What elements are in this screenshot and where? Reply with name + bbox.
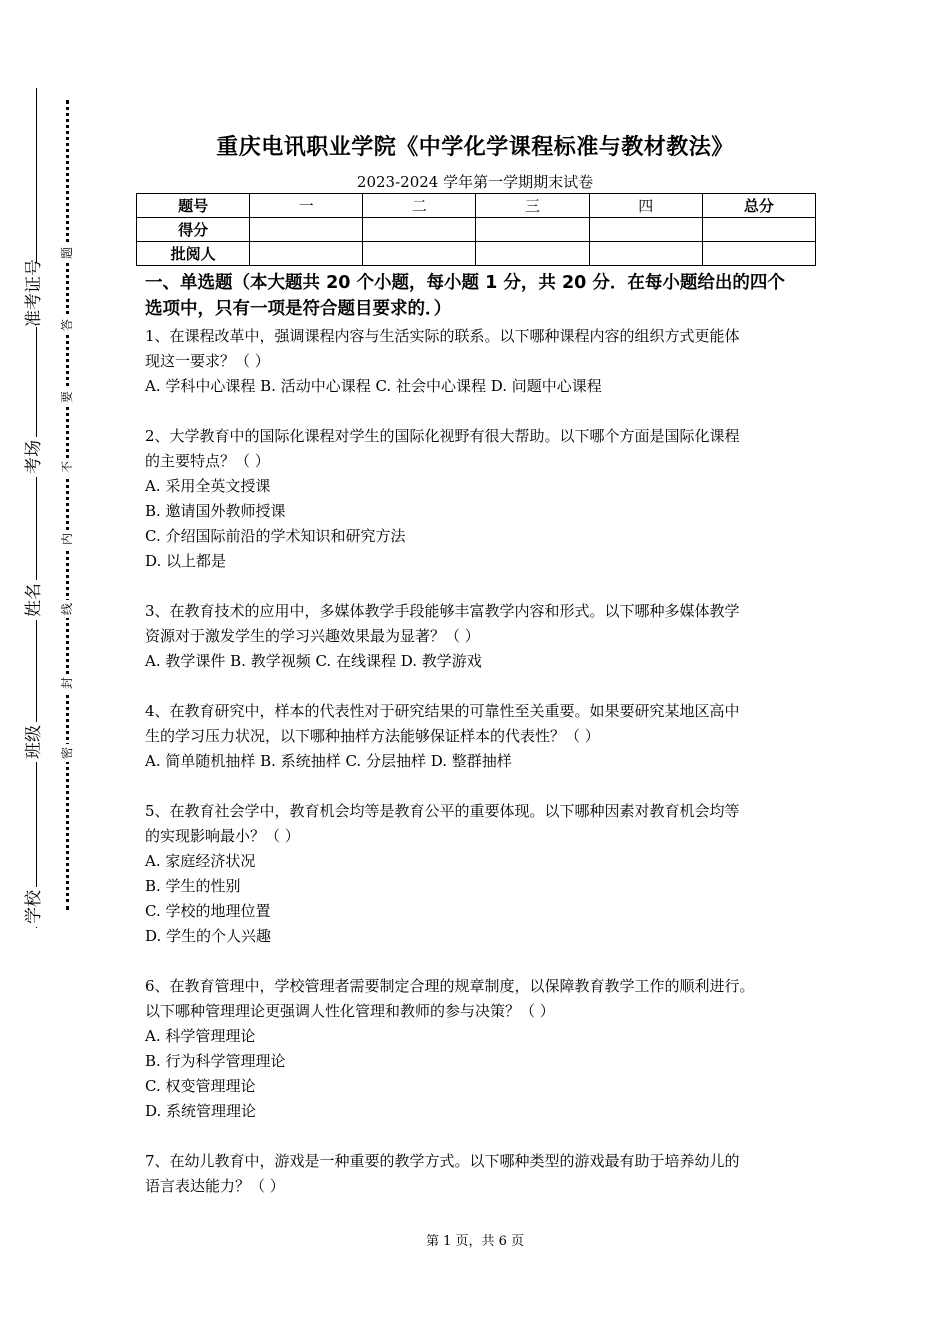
score-header-cell: 一 xyxy=(250,194,363,218)
question-option[interactable]: A. 教学课件 B. 教学视频 C. 在线课程 D. 教学游戏 xyxy=(145,652,482,670)
field-exam-id: 准考证号 xyxy=(24,259,44,327)
question-stem-line: 3、在教育技术的应用中，多媒体教学手段能够丰富教学内容和形式。以下哪种多媒体教学 xyxy=(145,602,740,620)
section-heading-line: 一、单选题（本大题共 20 个小题，每小题 1 分，共 20 分．在每小题给出的四个 xyxy=(145,273,785,293)
exam-title: 重庆电讯职业学院《中学化学课程标准与教材教法》 xyxy=(216,135,734,160)
field-school: 学校 xyxy=(22,887,46,927)
question-option[interactable]: B. 学生的性别 xyxy=(145,877,241,895)
score-header-cell: 题号 xyxy=(137,194,250,218)
question-item xyxy=(145,424,825,574)
score-row-label: 批阅人 xyxy=(137,242,250,266)
question-option[interactable]: B. 行为科学管理理论 xyxy=(145,1052,286,1070)
question-option[interactable]: A. 学科中心课程 B. 活动中心课程 C. 社会中心课程 D. 问题中心课程 xyxy=(145,377,602,395)
binding-solid-line xyxy=(36,88,37,928)
question-spacer xyxy=(145,949,825,974)
score-cell[interactable] xyxy=(476,242,589,266)
question-option[interactable]: A. 简单随机抽样 B. 系统抽样 C. 分层抽样 D. 整群抽样 xyxy=(145,752,512,770)
field-name: 姓名 xyxy=(22,580,46,620)
question-option[interactable]: C. 学校的地理位置 xyxy=(145,902,271,920)
question-option[interactable]: A. 采用全英文授课 xyxy=(145,477,271,495)
score-header-cell: 二 xyxy=(363,194,476,218)
score-cell[interactable] xyxy=(702,218,815,242)
question-item xyxy=(145,699,825,774)
seal-char: 题 xyxy=(58,244,76,262)
question-option[interactable]: D. 学生的个人兴趣 xyxy=(145,927,272,945)
score-header-cell: 三 xyxy=(476,194,589,218)
question-stem-line: 现这一要求？（ ） xyxy=(145,352,270,370)
question-option[interactable]: D. 系统管理理论 xyxy=(145,1102,257,1120)
binding-dotted-line xyxy=(66,100,69,910)
question-item xyxy=(145,324,825,399)
seal-char: 内 xyxy=(58,530,76,548)
question-list xyxy=(145,324,825,1199)
section-heading-line: 选项中，只有一项是符合题目要求的．） xyxy=(145,299,452,319)
score-cell[interactable] xyxy=(250,218,363,242)
question-spacer xyxy=(145,399,825,424)
field-class: 班级 xyxy=(22,722,46,762)
page-footer: 第 1 页，共 6 页 xyxy=(425,1234,525,1249)
score-header-cell: 四 xyxy=(589,194,702,218)
score-cell[interactable] xyxy=(476,218,589,242)
exam-subtitle: 2023-2024 学年第一学期期末试卷 xyxy=(356,173,594,191)
question-stem-line: 2、大学教育中的国际化课程对学生的国际化视野有很大帮助。以下哪个方面是国际化课程 xyxy=(145,427,740,445)
score-cell[interactable] xyxy=(589,218,702,242)
question-option[interactable]: B. 邀请国外教师授课 xyxy=(145,502,286,520)
question-option[interactable]: A. 家庭经济状况 xyxy=(145,852,256,870)
question-spacer xyxy=(145,674,825,699)
score-cell[interactable] xyxy=(363,242,476,266)
binding-margin xyxy=(0,0,120,1344)
seal-char: 线 xyxy=(58,600,76,618)
field-exam-room: 考场 xyxy=(22,437,46,477)
score-cell[interactable] xyxy=(363,218,476,242)
question-option[interactable]: D. 以上都是 xyxy=(145,552,227,570)
question-item xyxy=(145,1149,825,1199)
question-stem-line: 4、在教育研究中，样本的代表性对于研究结果的可靠性至关重要。如果要研究某地区高中 xyxy=(145,702,740,720)
seal-char: 密 xyxy=(58,744,76,762)
seal-char: 答 xyxy=(58,316,76,334)
score-table-row xyxy=(137,218,816,242)
score-row-label: 得分 xyxy=(137,218,250,242)
question-stem-line: 5、在教育社会学中，教育机会均等是教育公平的重要体现。以下哪种因素对教育机会均等 xyxy=(145,802,740,820)
question-option[interactable]: A. 科学管理理论 xyxy=(145,1027,256,1045)
question-stem-line: 语言表达能力？（ ） xyxy=(145,1177,285,1195)
question-stem-line: 6、在教育管理中，学校管理者需要制定合理的规章制度，以保障教育教学工作的顺利进行。 xyxy=(145,977,755,995)
question-option[interactable]: C. 权变管理理论 xyxy=(145,1077,256,1095)
question-spacer xyxy=(145,774,825,799)
question-stem-line: 的主要特点？（ ） xyxy=(145,452,270,470)
exam-content xyxy=(145,270,825,1199)
seal-char: 要 xyxy=(58,388,76,406)
question-spacer xyxy=(145,1124,825,1149)
question-stem-line: 资源对于激发学生的学习兴趣效果最为显著？（ ） xyxy=(145,627,480,645)
score-cell[interactable] xyxy=(589,242,702,266)
score-table xyxy=(136,193,816,266)
question-stem-line: 以下哪种管理理论更强调人性化管理和教师的参与决策？（ ） xyxy=(145,1002,555,1020)
question-spacer xyxy=(145,574,825,599)
score-table-row xyxy=(137,242,816,266)
score-cell[interactable] xyxy=(702,242,815,266)
seal-char: 不 xyxy=(58,458,76,476)
question-item xyxy=(145,599,825,674)
section-heading xyxy=(145,270,825,322)
question-option[interactable]: C. 介绍国际前沿的学术知识和研究方法 xyxy=(145,527,406,545)
question-item xyxy=(145,974,825,1124)
question-stem-line: 7、在幼儿教育中，游戏是一种重要的教学方式。以下哪种类型的游戏最有助于培养幼儿的 xyxy=(145,1152,740,1170)
question-stem-line: 生的学习压力状况，以下哪种抽样方法能够保证样本的代表性？（ ） xyxy=(145,727,600,745)
score-cell[interactable] xyxy=(250,242,363,266)
seal-char: 封 xyxy=(58,674,76,692)
question-item xyxy=(145,799,825,949)
score-header-cell: 总分 xyxy=(702,194,815,218)
score-table-header-row xyxy=(137,194,816,218)
question-stem-line: 的实现影响最小？（ ） xyxy=(145,827,300,845)
question-stem-line: 1、在课程改革中，强调课程内容与生活实际的联系。以下哪种课程内容的组织方式更能体 xyxy=(145,327,740,345)
